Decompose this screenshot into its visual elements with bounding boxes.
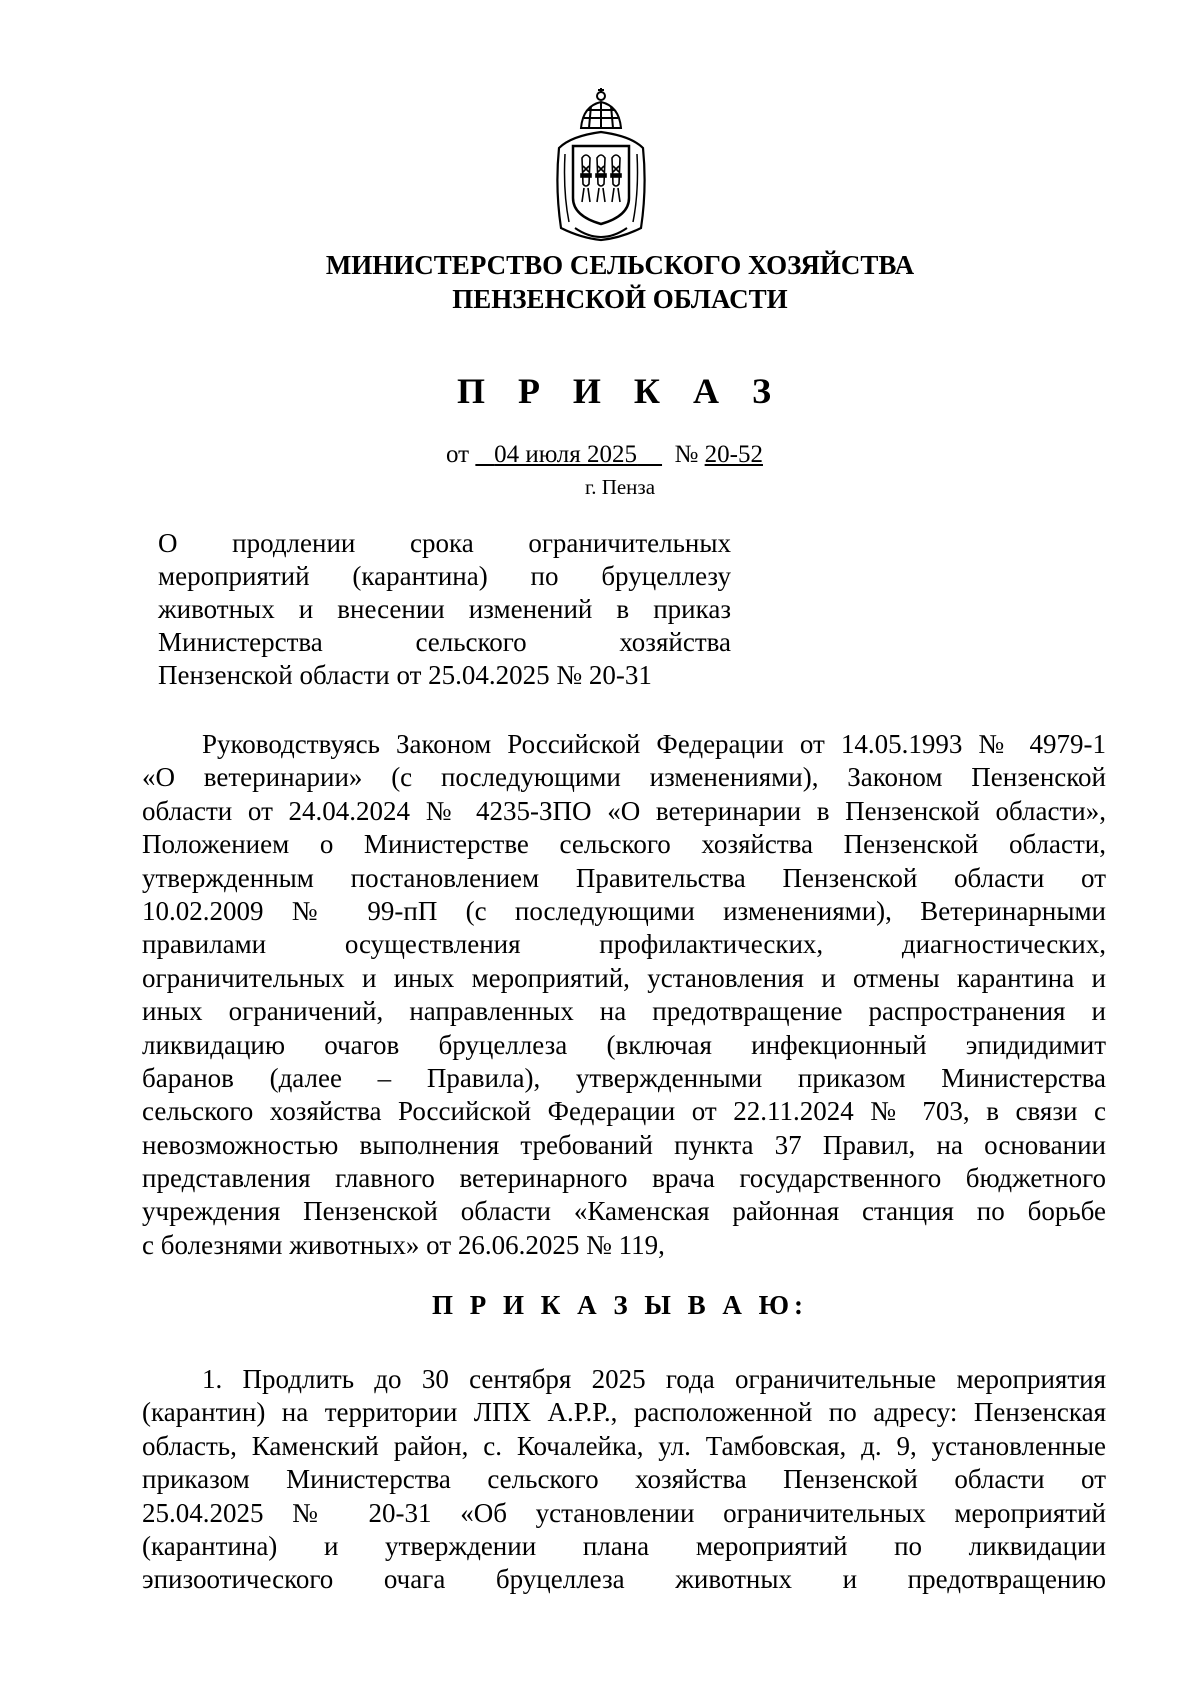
- number-prefix: №: [674, 441, 699, 468]
- subject-line: животных и внесении изменений в приказ: [158, 594, 731, 624]
- paragraph-line: ликвидацию очагов бруцеллеза (включая инфекционный эпидидимит: [142, 1029, 1106, 1060]
- subject-line: Министерства сельского хозяйства: [158, 627, 731, 657]
- paragraph-line: ограничительных и иных мероприятий, установления и отмены карантина и: [142, 962, 1106, 993]
- paragraph-line: утвержденным постановлением Правительства Пензенской области от: [142, 862, 1106, 893]
- document-subject: [158, 527, 731, 692]
- paragraph-line: с болезнями животных» от 26.06.2025 № 119,: [142, 1229, 665, 1260]
- paragraph-line: Положением о Министерстве сельского хозяйства Пензенской области,: [142, 829, 1106, 860]
- paragraph-line: иных ограничений, направленных на предотвращение распространения и: [142, 996, 1106, 1027]
- ministry-name-line-2: ПЕНЗЕНСКОЙ ОБЛАСТИ: [452, 284, 788, 314]
- paragraph-line: представления главного ветеринарного врача государственного бюджетного: [142, 1163, 1106, 1194]
- coat-of-arms-emblem: [551, 88, 651, 246]
- paragraph-line: (карантина) и утверждении плана мероприятий по ликвидации: [142, 1530, 1106, 1561]
- paragraph-line: баранов (далее – Правила), утвержденными приказом Министерства: [142, 1062, 1106, 1093]
- paragraph-line: Руководствуясь Законом Российской Федерации от 14.05.1993 № 4979-1: [202, 729, 1106, 759]
- document-number: 20-52: [704, 441, 763, 468]
- ministry-name-line-1: МИНИСТЕРСТВО СЕЛЬСКОГО ХОЗЯЙСТВА: [325, 250, 915, 280]
- paragraph-line: 25.04.2025 № 20-31 «Об установлении ограничительных мероприятий: [142, 1497, 1106, 1528]
- paragraph-line: (карантин) на территории ЛПХ А.Р.Р., расположенной по адресу: Пензенская: [142, 1397, 1106, 1428]
- preamble-paragraph: [142, 728, 1106, 1262]
- paragraph-line: учреждения Пензенской области «Каменская районная станция по борьбе: [142, 1196, 1106, 1227]
- paragraph-line: сельского хозяйства Российской Федерации от 22.11.2024 № 703, в связи с: [142, 1096, 1106, 1127]
- paragraph-line: 1. Продлить до 30 сентября 2025 года ограничительные мероприятия: [202, 1364, 1106, 1394]
- document-type-title: П Р И К А З: [456, 371, 784, 411]
- order-heading: П Р И К А З Ы В А Ю:: [432, 1290, 808, 1320]
- date-prefix: от: [446, 441, 470, 468]
- paragraph-line: 10.02.2009 № 99-пП (с последующими изменениями), Ветеринарными: [142, 895, 1106, 926]
- paragraph-line: область, Каменский район, с. Кочалейка, ул. Тамбовская, д. 9, установленные: [142, 1430, 1106, 1461]
- subject-line: мероприятий (карантина) по бруцеллезу: [158, 561, 731, 591]
- paragraph-line: невозможностью выполнения требований пункта 37 Правил, на основании: [142, 1129, 1106, 1160]
- paragraph-line: приказом Министерства сельского хозяйства Пензенской области от: [142, 1464, 1106, 1495]
- subject-line: О продлении срока ограничительных: [158, 528, 731, 558]
- date-number-line: [446, 441, 763, 469]
- order-item-1: [142, 1363, 1106, 1597]
- city-line: г. Пенза: [584, 475, 656, 499]
- subject-line: Пензенской области от 25.04.2025 № 20-31: [158, 660, 652, 690]
- paragraph-line: эпизоотического очага бруцеллеза животных и предотвращению: [142, 1564, 1106, 1595]
- paragraph-line: правилами осуществления профилактических, диагностических,: [142, 929, 1106, 960]
- paragraph-line: «О ветеринарии» (с последующими изменениями), Законом Пензенской: [142, 762, 1106, 793]
- paragraph-line: области от 24.04.2024 № 4235-ЗПО «О ветеринарии в Пензенской области»,: [142, 795, 1106, 826]
- document-date: 04 июля 2025: [494, 441, 638, 468]
